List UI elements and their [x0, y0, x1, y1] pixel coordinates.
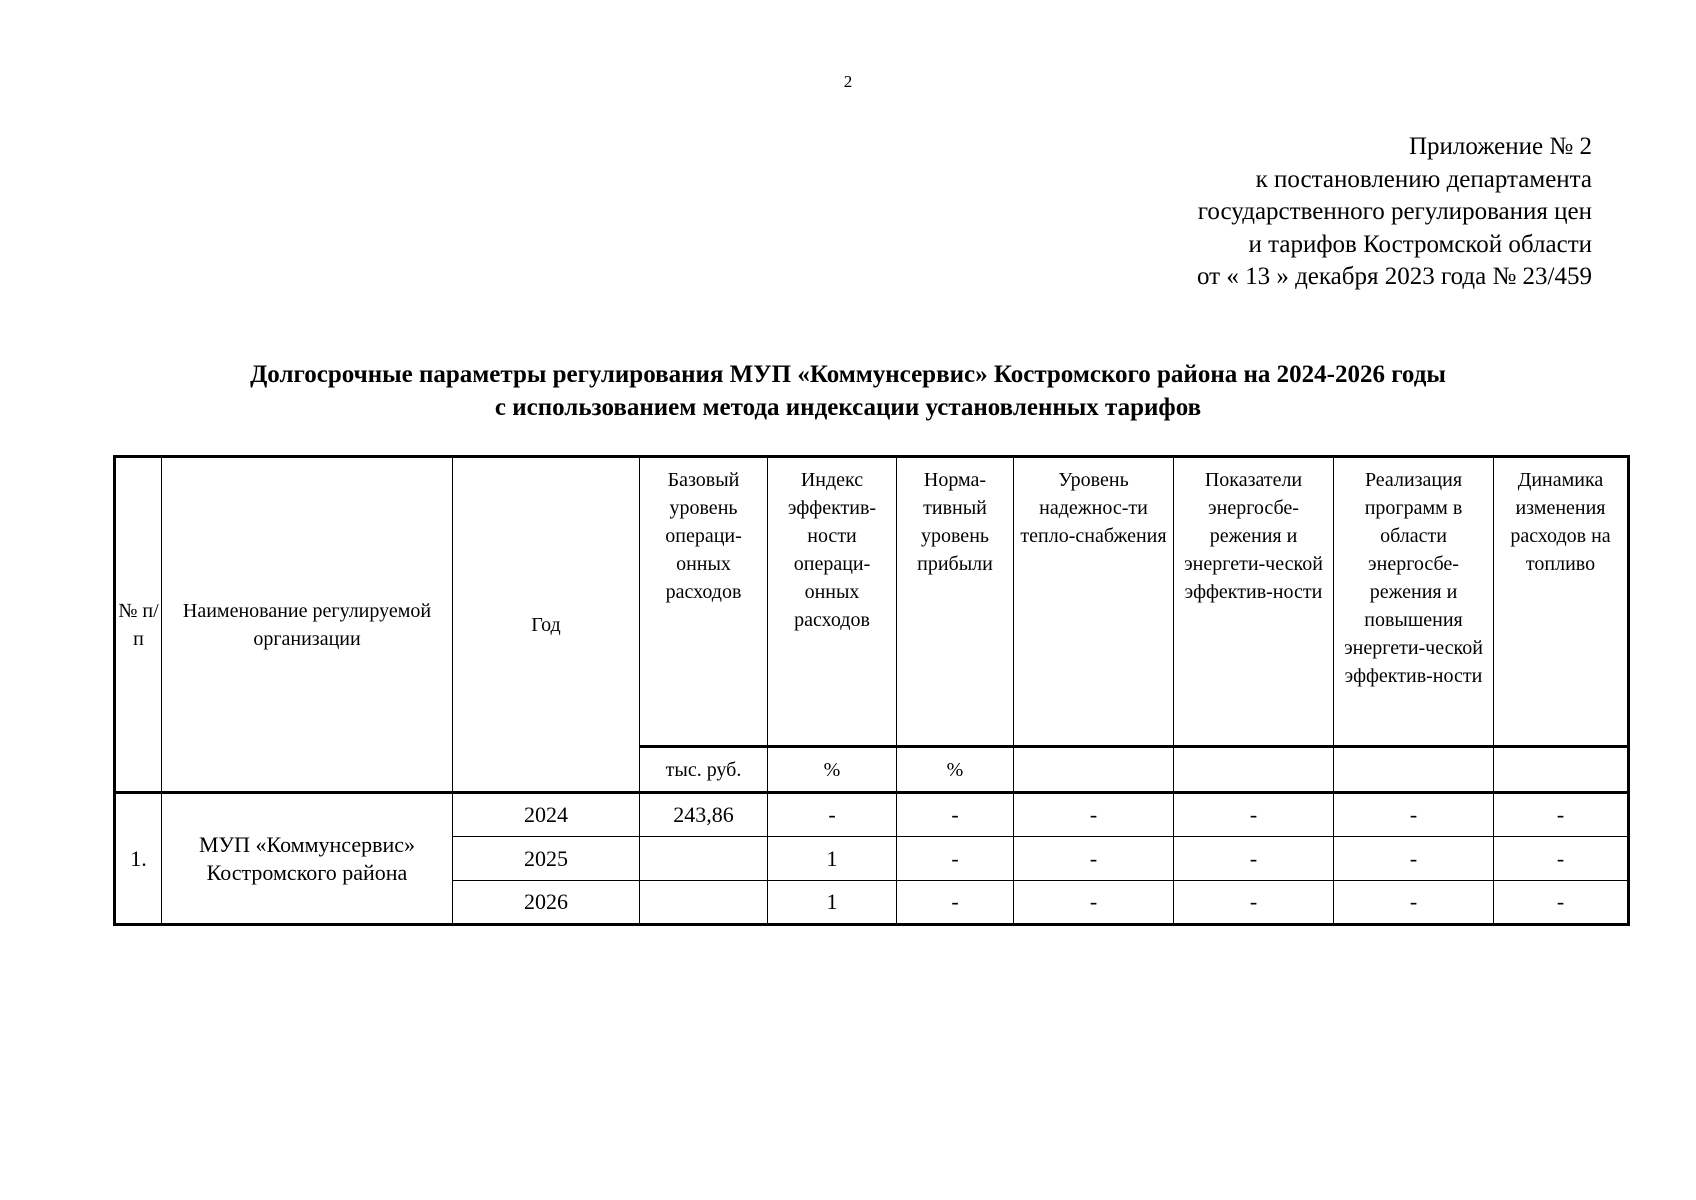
unit-efficiency-index: % — [768, 747, 897, 793]
title-line-1: Долгосрочные параметры регулирования МУП «Коммунсервис» Костромского района на 2024-2026 годы — [250, 361, 1446, 388]
cell-fuel: - — [1494, 881, 1629, 925]
header-org: Наименование регулируемой организации — [162, 457, 453, 793]
cell-index: 1 — [768, 881, 897, 925]
header-num: № п/п — [115, 457, 162, 793]
appendix-block — [1197, 131, 1592, 294]
cell-energy: - — [1174, 881, 1334, 925]
appendix-line-4: и тарифов Костромской области — [1248, 230, 1592, 258]
header-fuel-dynamics: Динамика изменения расходов на топливо — [1494, 457, 1629, 747]
org-name: МУП «Коммунсервис» Костромского района — [162, 793, 453, 925]
cell-reliability: - — [1014, 881, 1174, 925]
unit-programs — [1334, 747, 1494, 793]
appendix-line-1: Приложение № 2 — [1408, 133, 1592, 160]
header-year: Год — [453, 457, 640, 793]
parameters-table — [113, 455, 1630, 926]
cell-programs: - — [1334, 793, 1494, 837]
cell-fuel: - — [1494, 793, 1629, 837]
cell-profit: - — [897, 793, 1014, 837]
header-programs: Реализация программ в области энергосбе-режения и повышения энергети-ческой эффектив-ности — [1334, 457, 1494, 747]
cell-profit: - — [897, 837, 1014, 881]
cell-reliability: - — [1014, 837, 1174, 881]
row-num: 1. — [115, 793, 162, 925]
cell-programs: - — [1334, 881, 1494, 925]
cell-year: 2026 — [453, 881, 640, 925]
unit-reliability — [1014, 747, 1174, 793]
cell-base — [640, 837, 768, 881]
header-energy-saving: Показатели энергосбе-режения и энергети-ческой эффектив-ности — [1174, 457, 1334, 747]
unit-profit-level: % — [897, 747, 1014, 793]
cell-energy: - — [1174, 793, 1334, 837]
unit-energy-saving — [1174, 747, 1334, 793]
header-base-opex: Базовый уровень операци-онных расходов — [640, 457, 768, 747]
cell-profit: - — [897, 881, 1014, 925]
header-profit-level: Норма-тивный уровень прибыли — [897, 457, 1014, 747]
cell-index: - — [768, 793, 897, 837]
table-row — [115, 793, 1629, 837]
unit-fuel-dynamics — [1494, 747, 1629, 793]
unit-base-opex: тыс. руб. — [640, 747, 768, 793]
header-reliability: Уровень надежнос-ти тепло-снабжения — [1014, 457, 1174, 747]
appendix-line-5: от « 13 » декабря 2023 года № 23/459 — [1196, 263, 1592, 290]
cell-index: 1 — [768, 837, 897, 881]
cell-fuel: - — [1494, 837, 1629, 881]
header-efficiency-index: Индекс эффектив-ности операци-онных расходов — [768, 457, 897, 747]
cell-energy: - — [1174, 837, 1334, 881]
page-number: 2 — [843, 72, 853, 91]
document-title — [0, 358, 1696, 424]
title-line-2: с использованием метода индексации установленных тарифов — [494, 394, 1202, 421]
cell-year: 2024 — [453, 793, 640, 837]
appendix-line-3: государственного регулирования цен — [1197, 198, 1592, 225]
cell-base: 243,86 — [640, 793, 768, 837]
cell-programs: - — [1334, 837, 1494, 881]
cell-base — [640, 881, 768, 925]
cell-year: 2025 — [453, 837, 640, 881]
appendix-line-2: к постановлению департамента — [1255, 165, 1592, 193]
cell-reliability: - — [1014, 793, 1174, 837]
